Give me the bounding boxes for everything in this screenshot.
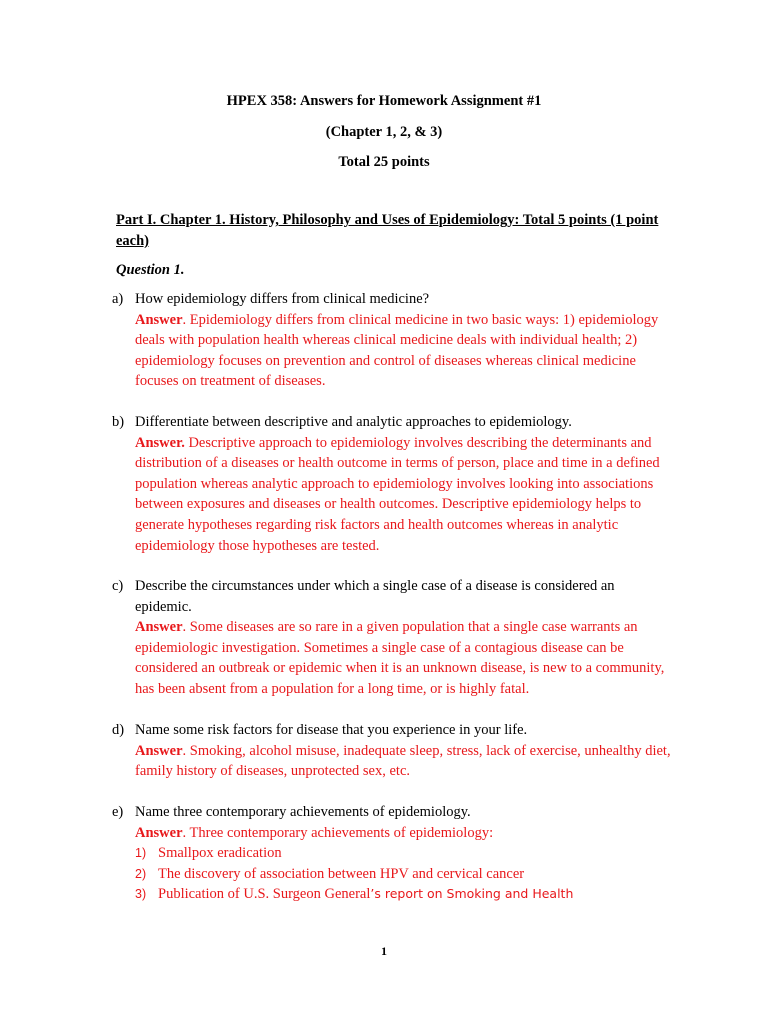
question-item-d bbox=[112, 720, 672, 782]
question-text: Name some risk factors for disease that you experience in your life. bbox=[135, 722, 528, 738]
question-item-b bbox=[112, 412, 672, 556]
part-heading: Part I. Chapter 1. History, Philosophy and Uses of Epidemiology: Total 5 points (1 point each) bbox=[116, 212, 659, 249]
answer-text bbox=[135, 823, 672, 844]
answer-body: . Three contemporary achievements of epidemiology: bbox=[182, 824, 494, 841]
item-letter: d) bbox=[112, 722, 125, 738]
question-item-e bbox=[112, 802, 672, 905]
answer-body: . Some diseases are so rare in a given population that a single case warrants an epidemiologic investigation. Sometimes a single case of a contagious disease can be considered an outbreak or epidemic when it is an unknown disease, is new to a community, has been absent from a population for a long time, or is highly fatal. bbox=[135, 619, 665, 697]
achievements-list bbox=[135, 843, 672, 905]
question-text: Name three contemporary achievements of epidemiology. bbox=[135, 804, 471, 820]
answer-label: Answer. bbox=[135, 434, 185, 451]
question-text: How epidemiology differs from clinical medicine? bbox=[135, 291, 430, 307]
item-letter: a) bbox=[112, 291, 124, 307]
answer-body: Descriptive approach to epidemiology involves describing the determinants and distribution of a diseases or health outcome in terms of person, place and time in a defined population whereas analytic approach to epidemiology involves looking into associations between exposures and diseases or health outcomes. Descriptive epidemiology helps to generate hypotheses regarding risk factors and health outcomes whereas in analytic epidemiology those hypotheses are tested. bbox=[135, 434, 660, 554]
list-number: 2) bbox=[135, 866, 147, 881]
question-text: Differentiate between descriptive and analytic approaches to epidemiology. bbox=[135, 414, 572, 430]
answer-text bbox=[135, 310, 672, 392]
answer-label: Answer bbox=[135, 311, 183, 328]
item-letter: c) bbox=[112, 578, 124, 594]
answer-body: . Epidemiology differs from clinical medicine in two basic ways: 1) epidemiology deals with population health whereas clinical medicine deals with individual health; 2) epidemiology focuses on prevention and control of diseases whereas clinical medicine focuses on treatment of diseases. bbox=[135, 311, 659, 390]
list-text-continued: ’s report on Smoking and Health bbox=[370, 886, 574, 902]
document-title: HPEX 358: Answers for Homework Assignment #1 bbox=[226, 93, 542, 109]
answer-text bbox=[135, 617, 672, 699]
item-letter: b) bbox=[112, 414, 125, 430]
list-text: Publication of U.S. Surgeon General bbox=[158, 886, 371, 903]
question-item-a bbox=[112, 289, 672, 392]
answer-text bbox=[135, 741, 672, 782]
list-item bbox=[135, 843, 672, 864]
answer-label: Answer bbox=[135, 824, 183, 841]
question-label: Question 1. bbox=[116, 262, 185, 278]
total-points: Total 25 points bbox=[338, 154, 430, 170]
list-item bbox=[135, 864, 672, 885]
page-number: 1 bbox=[381, 944, 387, 958]
item-letter: e) bbox=[112, 804, 124, 820]
list-text: Smallpox eradication bbox=[158, 845, 282, 862]
answer-text bbox=[135, 433, 672, 557]
answer-body: . Smoking, alcohol misuse, inadequate sleep, stress, lack of exercise, unhealthy diet, family history of diseases, unprotected sex, etc. bbox=[135, 742, 671, 780]
list-number: 3) bbox=[135, 887, 147, 902]
list-text: The discovery of association between HPV and cervical cancer bbox=[158, 865, 525, 882]
question-item-c bbox=[112, 576, 672, 700]
list-number: 1) bbox=[135, 846, 147, 861]
chapters-subtitle: (Chapter 1, 2, & 3) bbox=[325, 124, 443, 140]
list-item bbox=[135, 884, 672, 905]
question-text: Describe the circumstances under which a single case of a disease is considered an epidemic. bbox=[135, 578, 615, 615]
answer-label: Answer bbox=[135, 619, 183, 636]
answer-label: Answer bbox=[135, 742, 183, 759]
